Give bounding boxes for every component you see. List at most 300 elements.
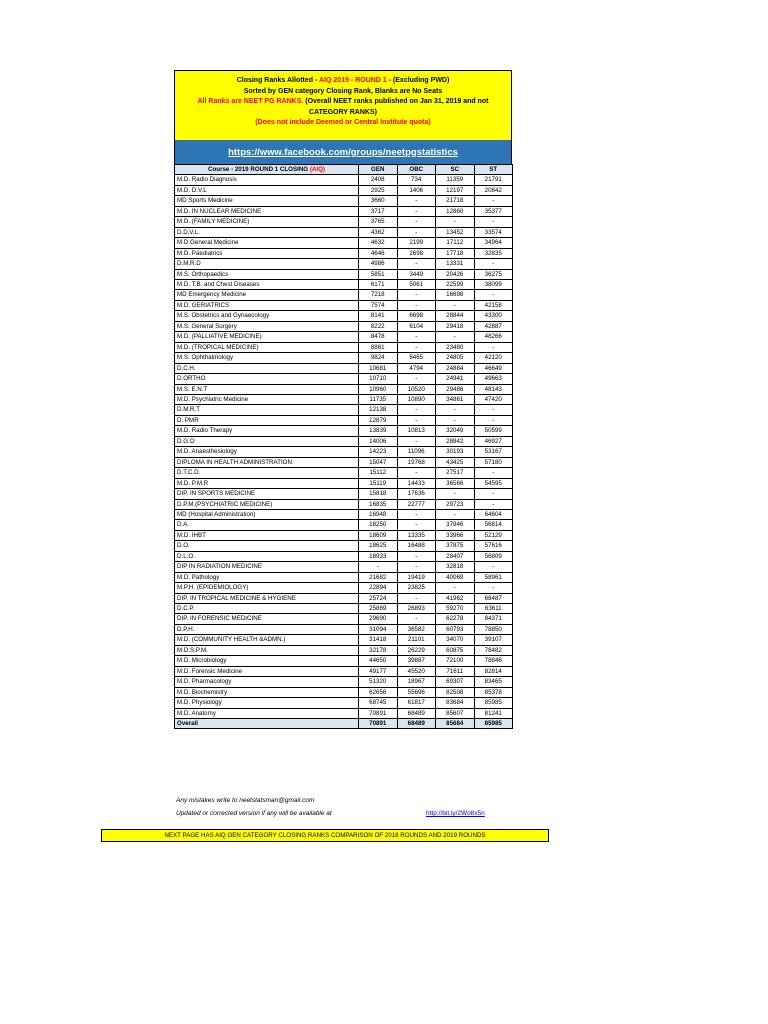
obc-cell: 6104: [397, 321, 436, 331]
obc-cell: -: [397, 405, 436, 415]
obc-cell: -: [397, 332, 436, 342]
overall-sc: 85684: [436, 719, 475, 729]
updates-note: Updated or corrected version if any will be available at: [176, 810, 332, 817]
overall-gen: 70891: [359, 719, 398, 729]
title-line-1: [175, 76, 511, 87]
st-cell: 50599: [474, 426, 513, 436]
course-cell: M.D. Anatomy: [175, 708, 359, 718]
table-row: [175, 321, 513, 331]
course-cell: M.S. Ophthalmology: [175, 353, 359, 363]
course-cell: D.C.H.: [175, 363, 359, 373]
obc-cell: -: [397, 520, 436, 530]
obc-cell: 8465: [397, 353, 436, 363]
gen-cell: 4362: [359, 227, 398, 237]
closing-ranks-table: [174, 164, 513, 729]
st-cell: 85985: [474, 698, 513, 708]
table-row: [175, 551, 513, 561]
gen-cell: 4986: [359, 259, 398, 269]
gen-cell: 8141: [359, 311, 398, 321]
gen-cell: 4632: [359, 238, 398, 248]
table-row: [175, 593, 513, 603]
title-line-3: [175, 97, 511, 108]
obc-cell: 2199: [397, 238, 436, 248]
gen-cell: -: [359, 562, 398, 572]
facebook-group-link[interactable]: https://www.facebook.com/groups/neetpgstatistics: [174, 140, 512, 164]
mistakes-note: Any mistakes write to neetstatsman@gmail.com: [176, 797, 315, 804]
st-cell: 64604: [474, 509, 513, 519]
st-cell: 46927: [474, 436, 513, 446]
course-cell: M.D. (PALLIATIVE MEDICINE): [175, 332, 359, 342]
course-cell: D.C.P.: [175, 604, 359, 614]
gen-cell: 7574: [359, 300, 398, 310]
quota-note: (Does not include Deemed or Central Institute quota): [255, 119, 431, 126]
gen-cell: 2408: [359, 175, 398, 185]
gen-cell: 22894: [359, 583, 398, 593]
st-cell: 48266: [474, 332, 513, 342]
sc-cell: 43425: [436, 457, 475, 467]
gen-cell: 4646: [359, 248, 398, 258]
table-row: [175, 248, 513, 258]
sc-cell: 17112: [436, 238, 475, 248]
st-cell: 46649: [474, 363, 513, 373]
obc-cell: 39887: [397, 656, 436, 666]
st-cell: 53167: [474, 447, 513, 457]
obc-cell: -: [397, 300, 436, 310]
sc-cell: 29486: [436, 384, 475, 394]
title-suffix: - (Excluding PWD): [386, 77, 450, 84]
gen-cell: 44650: [359, 656, 398, 666]
table-row: [175, 279, 513, 289]
sc-cell: 28407: [436, 551, 475, 561]
table-header-row: [175, 165, 513, 175]
st-cell: 57616: [474, 541, 513, 551]
course-cell: M.D. D.V.L: [175, 185, 359, 195]
table-row: [175, 206, 513, 216]
table-row: [175, 405, 513, 415]
table-row: [175, 562, 513, 572]
st-cell: 21791: [474, 175, 513, 185]
gen-cell: 10710: [359, 374, 398, 384]
gen-cell: 14223: [359, 447, 398, 457]
gen-cell: 10960: [359, 384, 398, 394]
sc-cell: 32049: [436, 426, 475, 436]
st-cell: -: [474, 196, 513, 206]
course-cell: M.D. (COMMUNITY HEALTH &ADMN.): [175, 635, 359, 645]
course-cell: M.D. Pharmacology: [175, 677, 359, 687]
st-cell: -: [474, 415, 513, 425]
obc-cell: -: [397, 217, 436, 227]
obc-cell: 5061: [397, 279, 436, 289]
obc-cell: 14433: [397, 478, 436, 488]
table-row: [175, 656, 513, 666]
table-row: [175, 572, 513, 582]
title-line-4: CATEGORY RANKS): [309, 108, 377, 116]
course-cell: M.D.General Medicine: [175, 238, 359, 248]
sc-cell: 16698: [436, 290, 475, 300]
st-cell: -: [474, 489, 513, 499]
obc-cell: 45520: [397, 666, 436, 676]
course-cell: M.D. IN NUCLEAR MEDICINE: [175, 206, 359, 216]
table-row: [175, 478, 513, 488]
table-row: [175, 614, 513, 624]
course-cell: DIP. IN FORENSIC MEDICINE: [175, 614, 359, 624]
gen-cell: 31094: [359, 624, 398, 634]
obc-cell: -: [397, 259, 436, 269]
gen-cell: 12138: [359, 405, 398, 415]
sc-cell: -: [436, 489, 475, 499]
st-cell: 84371: [474, 614, 513, 624]
course-cell: MD Sports Medicine: [175, 196, 359, 206]
obc-cell: 10813: [397, 426, 436, 436]
obc-cell: 55696: [397, 687, 436, 697]
course-cell: M.D. T.B. and Chest Diseases: [175, 279, 359, 289]
sc-cell: 72100: [436, 656, 475, 666]
obc-cell: 17636: [397, 489, 436, 499]
gen-cell: 11735: [359, 394, 398, 404]
course-cell: M.D. P.M.R: [175, 478, 359, 488]
gen-cell: 15047: [359, 457, 398, 467]
course-cell: M.D. Physiology: [175, 698, 359, 708]
next-page-banner: NEXT PAGE HAS AIQ GEN CATEGORY CLOSING RANKS COMPARISON OF 2018 ROUNDS AND 2019 ROUNDS: [101, 829, 549, 842]
table-row: [175, 353, 513, 363]
course-cell: D.M.R.D: [175, 259, 359, 269]
course-cell: M.D.S.P.M.: [175, 645, 359, 655]
sc-cell: 37875: [436, 541, 475, 551]
st-cell: 58961: [474, 572, 513, 582]
neet-ranks-note: All Ranks are NEET PG RANKS.: [197, 98, 304, 105]
gen-cell: 3660: [359, 196, 398, 206]
obc-cell: 4794: [397, 363, 436, 373]
sc-cell: 29418: [436, 321, 475, 331]
gen-cell: 18609: [359, 530, 398, 540]
rank-sheet: [174, 70, 512, 729]
sc-cell: 24805: [436, 353, 475, 363]
overall-label: Overall: [175, 719, 359, 729]
sc-cell: -: [436, 405, 475, 415]
course-cell: D.M.R.T: [175, 405, 359, 415]
table-row: [175, 666, 513, 676]
st-cell: 57180: [474, 457, 513, 467]
gen-cell: 25724: [359, 593, 398, 603]
sc-cell: 71611: [436, 666, 475, 676]
obc-cell: 16488: [397, 541, 436, 551]
st-cell: 56809: [474, 551, 513, 561]
gen-cell: 10681: [359, 363, 398, 373]
course-cell: M.D. Radio Therapy: [175, 426, 359, 436]
sc-cell: 60875: [436, 645, 475, 655]
st-cell: 32835: [474, 248, 513, 258]
obc-cell: -: [397, 562, 436, 572]
course-cell: DIP. IN TROPICAL MEDICINE & HYGIENE: [175, 593, 359, 603]
st-cell: -: [474, 583, 513, 593]
obc-cell: 13335: [397, 530, 436, 540]
table-row: [175, 468, 513, 478]
gen-cell: 12879: [359, 415, 398, 425]
overall-obc: 68489: [397, 719, 436, 729]
sc-cell: 33966: [436, 530, 475, 540]
st-cell: 36275: [474, 269, 513, 279]
sc-cell: 59270: [436, 604, 475, 614]
sc-cell: -: [436, 300, 475, 310]
title-block: [174, 70, 512, 140]
gen-cell: 5851: [359, 269, 398, 279]
obc-cell: -: [397, 509, 436, 519]
st-cell: 42158: [474, 300, 513, 310]
st-cell: 54595: [474, 478, 513, 488]
obc-cell: -: [397, 206, 436, 216]
sc-cell: 29723: [436, 499, 475, 509]
course-cell: M.D. GERIATRICS: [175, 300, 359, 310]
gen-cell: 49177: [359, 666, 398, 676]
obc-cell: -: [397, 415, 436, 425]
st-cell: -: [474, 259, 513, 269]
table-row: [175, 624, 513, 634]
sc-cell: 41962: [436, 593, 475, 603]
course-header-label: Course - 2019 ROUND 1 CLOSING: [208, 166, 310, 173]
obc-cell: 6698: [397, 311, 436, 321]
table-row: [175, 530, 513, 540]
table-row: [175, 342, 513, 352]
table-row: [175, 384, 513, 394]
st-cell: -: [474, 499, 513, 509]
table-row: [175, 332, 513, 342]
sc-cell: 17718: [436, 248, 475, 258]
st-cell: -: [474, 290, 513, 300]
table-row: [175, 436, 513, 446]
st-cell: 42120: [474, 353, 513, 363]
course-cell: M.S. General Surgery: [175, 321, 359, 331]
table-row: [175, 363, 513, 373]
sc-cell: 69307: [436, 677, 475, 687]
sc-cell: -: [436, 509, 475, 519]
gen-cell: 68745: [359, 698, 398, 708]
overall-st: 85985: [474, 719, 513, 729]
gen-cell: 51320: [359, 677, 398, 687]
obc-cell: 11096: [397, 447, 436, 457]
obc-cell: 36582: [397, 624, 436, 634]
sc-cell: 27517: [436, 468, 475, 478]
st-cell: 85378: [474, 687, 513, 697]
sc-cell: 23480: [436, 342, 475, 352]
course-cell: M.D. Anaesthesiology: [175, 447, 359, 457]
table-row: [175, 604, 513, 614]
title-line-2: Sorted by GEN category Closing Rank, Blanks are No Seats: [243, 87, 443, 95]
gen-cell: 18250: [359, 520, 398, 530]
course-cell: DIP. IN SPORTS MEDICINE: [175, 489, 359, 499]
table-row: [175, 687, 513, 697]
course-cell: M.D. IHBT: [175, 530, 359, 540]
gen-cell: 15818: [359, 489, 398, 499]
obc-cell: -: [397, 468, 436, 478]
obc-cell: 23825: [397, 583, 436, 593]
sc-cell: -: [436, 332, 475, 342]
table-row: [175, 457, 513, 467]
gen-column-header: GEN: [359, 165, 398, 175]
table-row: [175, 259, 513, 269]
gen-cell: 16835: [359, 499, 398, 509]
gen-cell: 15112: [359, 468, 398, 478]
gen-cell: 14006: [359, 436, 398, 446]
st-column-header: ST: [474, 165, 513, 175]
table-row: [175, 499, 513, 509]
st-cell: -: [474, 562, 513, 572]
course-cell: M.D. (FAMILY MEDICINE): [175, 217, 359, 227]
gen-cell: 3717: [359, 206, 398, 216]
table-row: [175, 227, 513, 237]
gen-cell: 8222: [359, 321, 398, 331]
course-column-header: [175, 165, 359, 175]
gen-cell: 6171: [359, 279, 398, 289]
sc-cell: 12197: [436, 185, 475, 195]
sc-cell: 85607: [436, 708, 475, 718]
st-cell: -: [474, 468, 513, 478]
gen-cell: 29690: [359, 614, 398, 624]
obc-cell: 2698: [397, 248, 436, 258]
gen-cell: 8861: [359, 342, 398, 352]
course-cell: M.D. (TROPICAL MEDICINE): [175, 342, 359, 352]
table-row: [175, 645, 513, 655]
table-row: [175, 238, 513, 248]
st-cell: 81241: [474, 708, 513, 718]
table-row: [175, 426, 513, 436]
sc-cell: 36566: [436, 478, 475, 488]
obc-cell: -: [397, 290, 436, 300]
overall-row: [175, 719, 513, 729]
title-prefix: Closing Ranks Allotted -: [236, 77, 320, 84]
sc-cell: 32818: [436, 562, 475, 572]
st-cell: -: [474, 342, 513, 352]
sc-cell: 28844: [436, 311, 475, 321]
course-cell: D.L.O.: [175, 551, 359, 561]
course-cell: M.S. Obstetrics and Gynaecology: [175, 311, 359, 321]
obc-cell: -: [397, 227, 436, 237]
obc-cell: 1406: [397, 185, 436, 195]
course-cell: M.P.H. (EPIDEMIOLOGY): [175, 583, 359, 593]
course-cell: MD Emergency Medicine: [175, 290, 359, 300]
course-cell: M.D. Pathology: [175, 572, 359, 582]
course-cell: D.T.C.D.: [175, 468, 359, 478]
st-cell: 78482: [474, 645, 513, 655]
course-cell: M.D. Biochemistry: [175, 687, 359, 697]
sc-cell: 13452: [436, 227, 475, 237]
st-cell: 82814: [474, 666, 513, 676]
course-cell: DIPLOMA IN HEALTH ADMINISTRATION: [175, 457, 359, 467]
course-cell: D.P.M.(PSYCHIATRIC MEDICINE): [175, 499, 359, 509]
gen-cell: 13839: [359, 426, 398, 436]
st-cell: 49663: [474, 374, 513, 384]
sc-cell: 22599: [436, 279, 475, 289]
gen-cell: 25869: [359, 604, 398, 614]
table-row: [175, 520, 513, 530]
aiq-header-label: (AIQ): [309, 166, 325, 173]
gen-cell: 21682: [359, 572, 398, 582]
gen-cell: 18933: [359, 551, 398, 561]
sc-cell: 83684: [436, 698, 475, 708]
st-cell: 83465: [474, 677, 513, 687]
course-cell: M.D. Psychiatric Medicine: [175, 394, 359, 404]
gen-cell: 18625: [359, 541, 398, 551]
course-cell: M.S. E.N.T: [175, 384, 359, 394]
obc-cell: -: [397, 342, 436, 352]
obc-cell: -: [397, 551, 436, 561]
course-cell: M.D. Paediatrics: [175, 248, 359, 258]
table-row: [175, 185, 513, 195]
st-cell: 63611: [474, 604, 513, 614]
course-cell: D.A.: [175, 520, 359, 530]
course-cell: DIP IN RADIATION MEDICINE: [175, 562, 359, 572]
st-cell: 78846: [474, 656, 513, 666]
table-row: [175, 583, 513, 593]
sc-cell: 37946: [436, 520, 475, 530]
obc-cell: 26893: [397, 604, 436, 614]
sc-cell: 30193: [436, 447, 475, 457]
table-row: [175, 269, 513, 279]
st-cell: 33574: [474, 227, 513, 237]
obc-cell: 21101: [397, 635, 436, 645]
st-cell: 47420: [474, 394, 513, 404]
obc-cell: 10520: [397, 384, 436, 394]
obc-cell: 61817: [397, 698, 436, 708]
gen-cell: 15119: [359, 478, 398, 488]
gen-cell: 31418: [359, 635, 398, 645]
st-cell: 34964: [474, 238, 513, 248]
table-row: [175, 447, 513, 457]
table-row: [175, 677, 513, 687]
obc-cell: 19768: [397, 457, 436, 467]
gen-cell: 8478: [359, 332, 398, 342]
obc-cell: -: [397, 374, 436, 384]
st-cell: 20842: [474, 185, 513, 195]
st-cell: 42887: [474, 321, 513, 331]
gen-cell: 3765: [359, 217, 398, 227]
obc-cell: 10890: [397, 394, 436, 404]
updates-link[interactable]: http://bit.ly/2Wo8x5n: [426, 810, 485, 817]
st-cell: 78850: [474, 624, 513, 634]
gen-cell: 9824: [359, 353, 398, 363]
gen-cell: 62656: [359, 687, 398, 697]
table-row: [175, 311, 513, 321]
sc-cell: 21718: [436, 196, 475, 206]
table-row: [175, 196, 513, 206]
gen-cell: 7218: [359, 290, 398, 300]
sc-cell: 24941: [436, 374, 475, 384]
st-cell: 68487: [474, 593, 513, 603]
sc-cell: 28842: [436, 436, 475, 446]
sc-cell: 34861: [436, 394, 475, 404]
obc-cell: 3449: [397, 269, 436, 279]
course-cell: M.S. Orthopaedics: [175, 269, 359, 279]
obc-cell: 26229: [397, 645, 436, 655]
st-cell: -: [474, 405, 513, 415]
gen-cell: 16948: [359, 509, 398, 519]
obc-cell: 18967: [397, 677, 436, 687]
sc-cell: 24884: [436, 363, 475, 373]
sc-column-header: SC: [436, 165, 475, 175]
st-cell: 48143: [474, 384, 513, 394]
sc-cell: -: [436, 217, 475, 227]
sc-cell: -: [436, 415, 475, 425]
table-row: [175, 374, 513, 384]
st-cell: 38099: [474, 279, 513, 289]
table-row: [175, 300, 513, 310]
course-cell: MD (Hospital Administration): [175, 509, 359, 519]
gen-cell: 2925: [359, 185, 398, 195]
course-cell: D.D.V.L.: [175, 227, 359, 237]
table-row: [175, 217, 513, 227]
obc-cell: -: [397, 593, 436, 603]
course-cell: M.D. Radio Diagnosis: [175, 175, 359, 185]
sc-cell: 11359: [436, 175, 475, 185]
